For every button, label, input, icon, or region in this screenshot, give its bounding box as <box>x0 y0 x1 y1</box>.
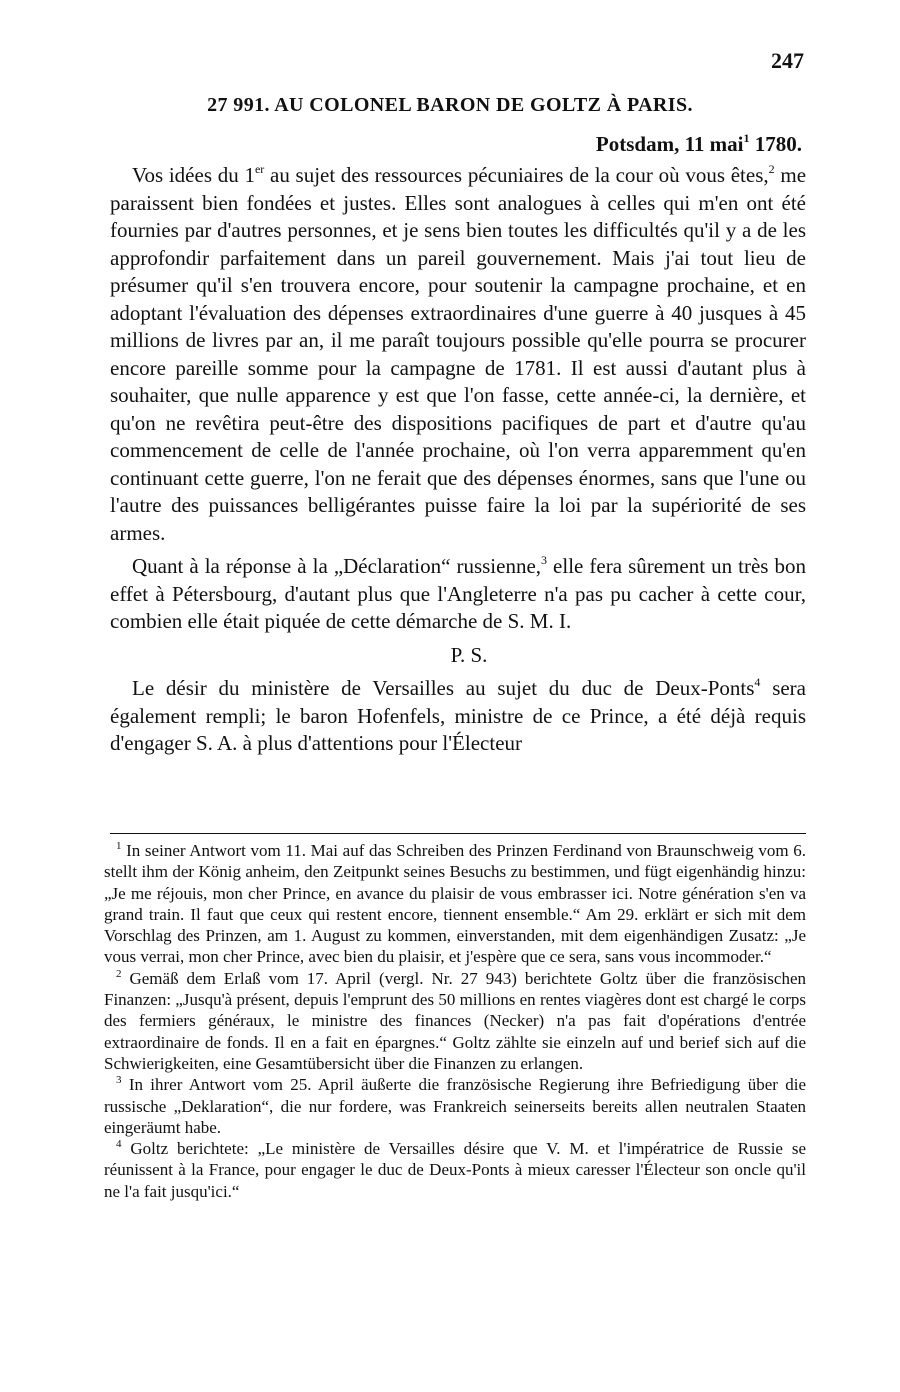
postscript-heading: P. S. <box>450 642 488 667</box>
footnote-ref-2: 2 <box>768 162 775 176</box>
footnote-number: 1 <box>116 840 122 852</box>
footnote-number: 3 <box>116 1074 122 1087</box>
paragraph-1-text-c: me paraissent bien fondées et justes. Elles sont analogues à celles qui m'en ont été fournies par d'autres personnes, et je sens bien toutes les difficultés qu'il y a de les approfondir parfaitement dans un pareil gouvernement. Mais j'ai tout lieu de présumer qu'il s'en trouvera encore, pour soutenir la campagne prochaine, et en adoptant l'évaluation des dépenses extraordinaires d'une guerre à 40 jusques à 45 millions de livres par an, il me paraît toujours possible qu'elle pourra se procurer encore pareille somme pour la campagne de 1781. Il est aussi d'autant plus à souhaiter, que nulle apparence y est que l'on fasse, cette année-ci, la dernière, et qu'on ne revêtira peut-être des dispositions pacifiques de part et d'autre qu'au commencement de celle de l'année prochaine, où l'on verra apparemment qu'en continuant cette guerre, l'on ne ferait que des dépenses énormes, sans que l'une ou l'autre des puissances belligérantes puisse faire la loi par la supériorité de ses armes. <box>110 163 807 545</box>
paragraph-2-text-b: elle fera sûrement un très bon effet à Pétersbourg, d'autant plus que l'Angleterre n'a pas pu cacher à cette cour, combien elle était piquée de cette démarche de S. M. I. <box>110 554 806 633</box>
paragraph-3 <box>110 675 806 758</box>
footnote-2 <box>104 968 806 1074</box>
paragraph-1-text-b: au sujet des ressources pécuniaires de la cour où vous êtes, <box>264 163 769 187</box>
footnote-number: 2 <box>116 967 122 980</box>
letter-body <box>110 162 806 764</box>
paragraph-3-text-a: Le désir du ministère de Versailles au sujet du duc de Deux-Ponts <box>132 676 755 700</box>
dateline-year: 1780. <box>749 132 802 156</box>
footnote-divider <box>110 833 806 834</box>
paragraph-3-text-b: sera également rempli; le baron Hofenfels, ministre de ce Prince, a été déjà requis d'engager S. A. à plus d'attentions pour l'Électeur <box>110 676 806 755</box>
letter-title: 27 991. AU COLONEL BARON DE GOLTZ À PARIS. <box>207 94 693 116</box>
dateline-text: Potsdam, 11 mai <box>595 132 744 156</box>
footnote-ref-1: 1 <box>743 131 750 145</box>
footnote-text: In seiner Antwort vom 11. Mai auf das Schreiben des Prinzen Ferdinand von Braunschweig vom 6. stellt ihm der König anheim, den Zeitpunkt seines Besuchs zu bestimmen, und fügt eigenhändig hinzu: „Je me réjouis, mon cher Prince, en avance du plaisir de vous embrasser ici. Notre génération s'en va grand train. Il faut que ceux qui restent encore, tiennent ensemble.“ Am 29. erklärt er sich mit dem Vorschlag des Prinzen, am 1. August zu kommen, einverstanden, mit dem eigenhändigen Zusatz: „Je vous verrai, mon cher Prince, avec bien du plaisir, et j'espère que ce sera, sans vous incommoder.“ <box>104 841 806 967</box>
paragraph-1 <box>110 162 806 547</box>
footnote-3 <box>104 1074 806 1138</box>
footnote-ref-4: 4 <box>754 675 761 689</box>
footnote-4 <box>104 1138 806 1202</box>
paragraph-2-text-a: Quant à la réponse à la „Déclaration“ russienne, <box>132 554 542 578</box>
dateline <box>596 132 802 157</box>
footnote-number: 4 <box>116 1138 122 1151</box>
footnote-text: Gemäß dem Erlaß vom 17. April (vergl. Nr. 27 943) berichtete Goltz über die französischen Finanzen: „Jusqu'à présent, depuis l'emprunt des 50 millions en rentes viagères dont est chargé le corps des fermiers généraux, le ministre des finances (Necker) n'a pas fait d'opérations d'entrée extraordinaire de fonds. Il en a fait en épargnes.“ Goltz zählte sie einzeln auf und berief sich auf die Schwierigkeiten, eine Gesamtübersicht über die Finanzen zu erlangen. <box>104 968 806 1073</box>
paragraph-2 <box>110 553 806 636</box>
page-number: 247 <box>771 48 804 73</box>
footnote-ref-3: 3 <box>541 553 548 567</box>
footnote-1 <box>104 840 806 968</box>
footnotes <box>104 840 806 1202</box>
ordinal-superscript: er <box>254 162 265 176</box>
footnote-text: Goltz berichtete: „Le ministère de Versailles désire que V. M. et l'impératrice de Russie se réunissent à la France, pour engager le duc de Deux-Ponts à mieux caresser l'Électeur son oncle qu'il ne l'a fait jusqu'ici.“ <box>104 1139 806 1201</box>
footnote-text: In ihrer Antwort vom 25. April äußerte die französische Regierung ihre Befriedigung über die russische „Deklaration“, die nur fordere, was Frankreich seinerseits bereits allen neutralen Staaten eingeräumt habe. <box>104 1075 806 1137</box>
paragraph-1-text-a: Vos idées du 1 <box>132 163 255 187</box>
